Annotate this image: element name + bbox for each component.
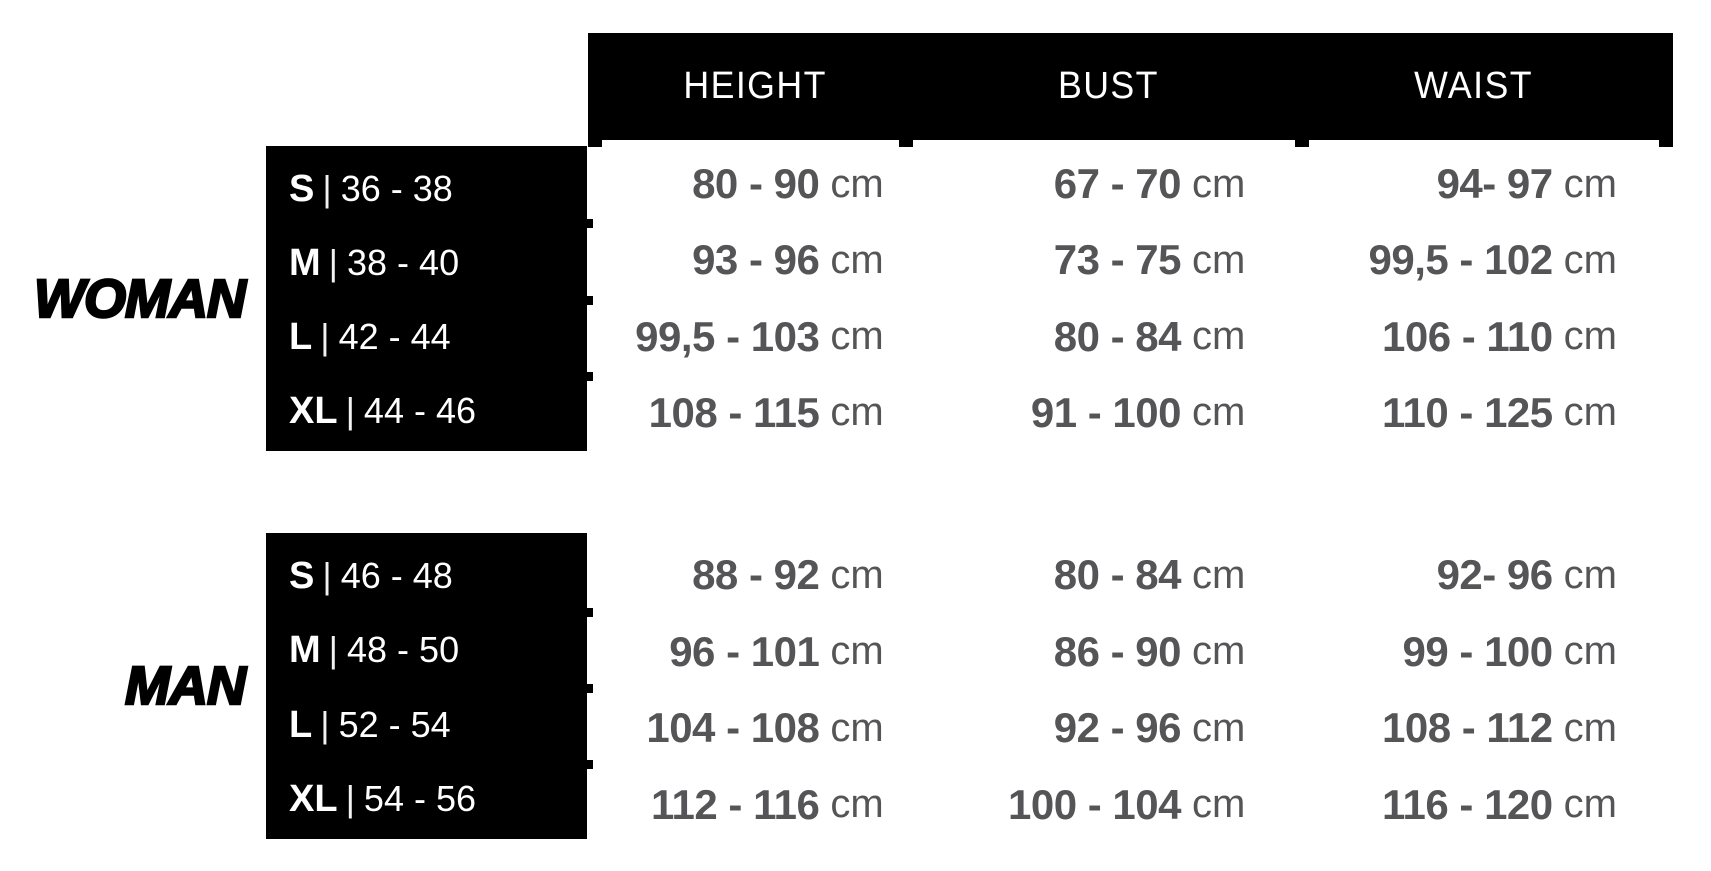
group-label-woman: WOMAN — [34, 268, 245, 329]
bust-value: 86 - 90 cm — [1053, 627, 1246, 675]
waist-value: 99,5 - 102 cm — [1368, 236, 1617, 284]
bust-value: 73 - 75 cm — [1053, 236, 1246, 284]
woman-size-box — [266, 146, 587, 451]
waist-value: 99 - 100 cm — [1402, 627, 1617, 675]
size-cell-l: L | 42 - 44 — [289, 316, 451, 359]
size-cell-xl: XL | 54 - 56 — [289, 778, 476, 821]
bust-value: 91 - 100 cm — [1030, 388, 1246, 436]
woman-measurements-grid — [588, 146, 1673, 451]
size-cell-m: M | 38 - 40 — [289, 241, 460, 284]
size-cell-s: S | 46 - 48 — [289, 554, 453, 597]
column-header-waist: WAIST — [1414, 65, 1533, 107]
height-value: 112 - 116 cm — [650, 780, 884, 828]
bust-value: 92 - 96 cm — [1053, 704, 1246, 752]
size-cell-xl: XL | 44 - 46 — [289, 390, 476, 433]
man-size-box — [266, 533, 587, 839]
height-value: 99,5 - 103 cm — [635, 312, 884, 360]
height-value: 104 - 108 cm — [646, 704, 884, 752]
height-value: 93 - 96 cm — [692, 236, 884, 284]
height-value: 88 - 92 cm — [692, 551, 884, 599]
size-cell-l: L | 52 - 54 — [289, 703, 451, 746]
size-cell-s: S | 36 - 38 — [289, 167, 453, 210]
bust-value: 80 - 84 cm — [1053, 312, 1246, 360]
bust-value: 80 - 84 cm — [1053, 551, 1246, 599]
bust-value: 67 - 70 cm — [1053, 160, 1246, 208]
bust-value: 100 - 104 cm — [1008, 780, 1246, 828]
table-header — [588, 33, 1673, 140]
column-header-height: HEIGHT — [683, 65, 827, 107]
group-label-man: MAN — [125, 656, 245, 716]
waist-value: 110 - 125 cm — [1381, 388, 1617, 436]
waist-value: 94- 97 cm — [1436, 160, 1617, 208]
column-header-bust: BUST — [1057, 65, 1159, 107]
height-value: 96 - 101 cm — [669, 627, 884, 675]
height-value: 80 - 90 cm — [692, 160, 884, 208]
waist-value: 92- 96 cm — [1436, 551, 1617, 599]
height-value: 108 - 115 cm — [648, 388, 884, 436]
waist-value: 116 - 120 cm — [1381, 780, 1617, 828]
waist-value: 108 - 112 cm — [1381, 704, 1617, 752]
size-cell-m: M | 48 - 50 — [289, 629, 460, 672]
man-measurements-grid — [588, 537, 1673, 843]
waist-value: 106 - 110 cm — [1381, 312, 1617, 360]
